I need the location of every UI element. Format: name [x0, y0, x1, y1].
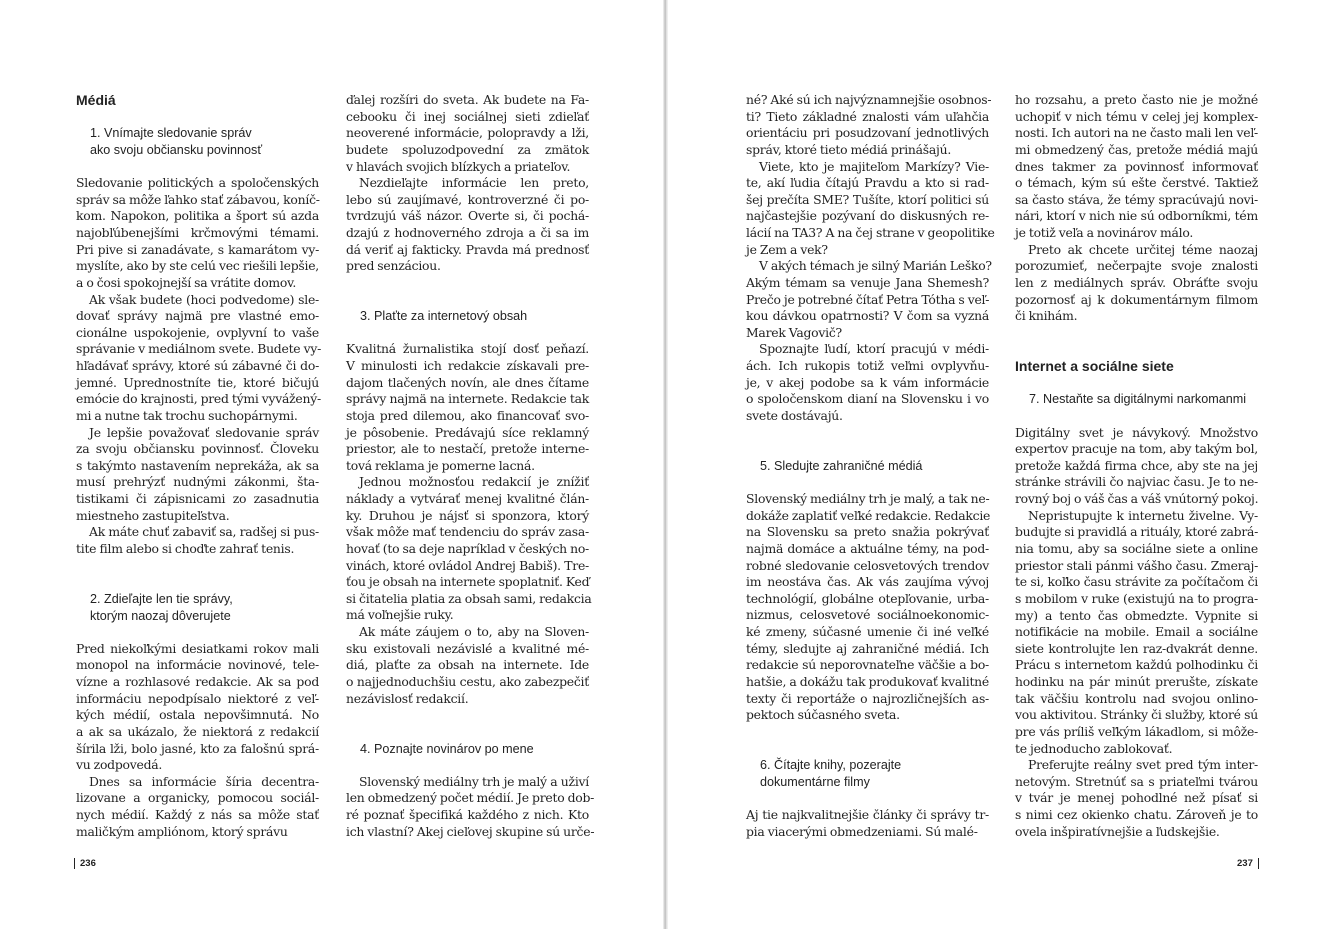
body-paragraph: [76, 524, 319, 557]
text-line: Ak máte záujem o to, aby na Sloven-: [359, 624, 589, 640]
text-line: nári, ktorí v nich nie sú odborníkmi, tém: [1015, 208, 1258, 224]
body-paragraph: [1015, 92, 1258, 242]
text-line: na Slovensku sa preto snažia pokrývať: [746, 524, 989, 540]
text-line: hodinku na pár minút prerušte, získate: [1015, 674, 1258, 689]
text-line: ách. Ich rukopis totiž veľmi ovplyvňu-: [746, 358, 989, 374]
text-line: ké zmeny, súčasné umenie či iné veľké: [746, 624, 989, 640]
text-line: monopol na informácie novinové, tele-: [76, 657, 319, 673]
text-line: Prácu s internetom každú polhodinku či: [1015, 657, 1258, 673]
text-line: Nepristupujte k internetu živelne. Vy-: [1028, 507, 1258, 523]
text-line: a ak sa ukázalo, že niektorá z redakcií: [76, 723, 319, 739]
text-line: ich vlastní? Akej cieľovej skupine sú urče-: [346, 823, 595, 839]
text-line: Nezdieľajte informácie len preto,: [359, 175, 589, 191]
text-line: jemné. Uprednostníte tie, ktoré bičujú: [76, 374, 319, 390]
text-line: Dnes sa informácie šíria decentra-: [89, 773, 319, 789]
body-paragraph: [746, 258, 992, 341]
text-line: mi obmedzený čas, pretože médiá majú: [1015, 141, 1258, 157]
page-number-right: 237: [1237, 858, 1259, 869]
text-line: za svoju občiansku povinnosť. Človeku: [76, 441, 319, 457]
text-line: správ, ktoré tieto médiá prinášajú.: [746, 141, 952, 157]
text-line: nosti. Ich autori na ne často mali len veľ-: [1015, 125, 1258, 141]
body-paragraph: [746, 807, 989, 840]
text-line: najmä domáce a aktuálne témy, na pod-: [746, 540, 989, 556]
body-paragraph: [346, 341, 589, 474]
text-line: lebo sú zaujímavé, kontroverzné či po-: [346, 191, 589, 207]
text-line: diá, plaťte za obsah na internete. Ide: [346, 657, 589, 673]
text-line: porozumieť, nečerpajte svoje znalosti: [1015, 258, 1258, 274]
section-heading: [76, 92, 319, 109]
text-line: myslíte, ako by ste celú vec riešili lepšie,: [76, 258, 319, 274]
text-line: 5. Sledujte zahraničné médiá: [760, 458, 923, 473]
tip-heading: [746, 458, 989, 475]
body-paragraph: [346, 624, 589, 707]
text-line: 1. Vnímajte sledovanie správ: [90, 126, 252, 141]
text-line: Internet a sociálne siete: [1015, 358, 1174, 375]
body-paragraph: [346, 773, 595, 841]
text-line: dajom tlačených novín, ale dnes čítame: [346, 374, 589, 390]
body-paragraph: [1015, 242, 1258, 325]
text-line: V akých témach je silný Marián Leško?: [759, 258, 992, 274]
tip-heading: [746, 757, 989, 790]
text-line: dnes takmer za povinnosť informovať: [1015, 158, 1258, 174]
page-number-left: 236: [74, 858, 96, 869]
text-line: pre vás príliš veľkým lákadlom, si môže-: [1015, 723, 1258, 739]
text-line: Preferujte reálny svet pred tým inter-: [1028, 757, 1258, 773]
text-line: cebooku či inej sociálnej sieti zdieľať: [346, 108, 589, 124]
text-line: a o čosi spokojnejší sa vrátite domov.: [76, 274, 297, 290]
text-line: stránke strávili čo najviac času. Je to ne-: [1015, 474, 1258, 490]
text-line: te jednoducho zablokovať.: [1015, 740, 1173, 756]
text-line: pektoch súčasného sveta.: [746, 707, 900, 723]
text-line: je totiž veľa a novinárov málo.: [1015, 225, 1194, 240]
text-line: ky. Druhou je nájsť si sponzora, ktorý: [346, 507, 589, 523]
body-paragraph: [76, 425, 319, 525]
text-line: expertov pracuje na tom, aby takým bol,: [1015, 441, 1258, 457]
text-line: má voľnejšie ruky.: [346, 607, 454, 623]
text-line: kých médií, ostala nepovšimnutá. No: [76, 707, 319, 723]
text-line: neoverené informácie, polopravdy a lži,: [346, 125, 589, 141]
text-line: lácií na TA3? A na čej strane v geopolitike: [746, 225, 995, 241]
body-paragraph: [76, 641, 319, 774]
text-line: správanie v mediálnom svete. Budete vy-: [76, 341, 322, 357]
text-line: te, akí ľudia čítajú Pravdu a kto si rad-: [746, 175, 989, 191]
text-line: o najjednoduchšiu cestu, ako zabezpečiť: [346, 674, 589, 690]
text-line: ťou je obsah na internete spoplatniť. Keď: [346, 574, 590, 590]
text-line: tak väčšiu kontrolu nad svojou onlino-: [1015, 690, 1258, 706]
text-line: lizovane a organicky, pomocou sociál-: [76, 790, 319, 806]
text-line: ré poznať špecifiká každého z nich. Kto: [346, 807, 589, 823]
text-line: 6. Čítajte knihy, pozerajte: [760, 758, 902, 773]
text-line: s takýmto nastavením neprekáža, ak sa: [76, 457, 319, 473]
text-line: technológií, globálne otepľovanie, urba-: [746, 590, 989, 606]
text-line: je, v akej podobe sa k vám informácie: [746, 374, 989, 390]
text-line: 4. Poznajte novinárov po mene: [360, 741, 534, 756]
text-line: Kvalitná žurnalistika stojí dosť peňazí.: [346, 341, 589, 357]
text-line: kou dávkou opatrnosti? V čom sa vyzná: [746, 308, 989, 324]
text-line: sku existovali nezávislé a kvalitné mé-: [346, 640, 589, 656]
text-line: ako svoju občiansku povinnosť: [90, 142, 263, 157]
text-line: sa často stáva, že témy spracúvajú novi-: [1015, 191, 1258, 207]
text-line: budete spoluzodpovední za zmätok: [346, 141, 589, 157]
text-line: témy, sledujte aj zahraničné médiá. Ich: [746, 640, 989, 656]
text-line: o spoločenskom dianí na Slovensku i vo: [746, 391, 989, 407]
text-line: tistikami či zápisnicami zo zasadnutia: [76, 491, 319, 507]
text-line: v hlavách svojich blízkych a priateľov.: [346, 158, 571, 174]
text-line: uchopiť v nich tému v celej jej komplex-: [1015, 108, 1258, 124]
text-line: najčastejšie pozývaní do diskusných re-: [746, 208, 989, 224]
body-paragraph: [746, 341, 989, 424]
body-paragraph: [1015, 508, 1258, 757]
body-paragraph: [1015, 757, 1258, 840]
text-line: budujte si pravidlá a rituály, ktoré zabrá-: [1015, 524, 1259, 540]
text-line: len z mediálnych správ. Obráťte svoju: [1015, 274, 1258, 290]
tip-heading: [76, 125, 319, 158]
body-paragraph: [76, 175, 319, 291]
text-line: Digitálny svet je návykový. Množstvo: [1015, 424, 1258, 440]
text-line: ktorým naozaj dôverujete: [90, 608, 231, 623]
text-line: robné sledovanie celosvetových trendov: [746, 557, 989, 573]
text-line: informáciu nepodpísalo niektoré z veľ-: [76, 690, 319, 706]
text-line: najobľúbenejšími krčmovými témami.: [76, 225, 319, 241]
text-line: dzajú z hodnoverného zdroja a či sa im: [346, 225, 589, 241]
text-line: Médiá: [76, 92, 116, 108]
text-line: však môže mať tendenciu do správ zasa-: [346, 524, 589, 540]
tip-heading: [346, 741, 589, 758]
body-paragraph: [76, 291, 322, 425]
text-line: Marek Vagovič?: [746, 324, 842, 340]
text-line: len obmedzený počet médií. Je preto dob-: [346, 790, 595, 806]
left-page-column-1: [76, 0, 322, 880]
text-line: te si, koľko času strávite za počítačom či: [1015, 574, 1258, 590]
section-heading: [1015, 358, 1258, 375]
right-page-column-2: [1015, 0, 1258, 880]
text-line: hovať (to sa deje napríklad v českých no-: [346, 540, 589, 556]
text-line: o témach, kým sú ešte čerstvé. Taktiež: [1015, 175, 1258, 191]
text-line: miestneho zastupiteľstva.: [76, 507, 230, 523]
body-paragraph: [1015, 425, 1258, 508]
text-line: je Zem a vek?: [746, 241, 828, 257]
text-line: maličkým ampliónom, ktorý správu: [76, 823, 288, 839]
text-line: dokáže zaplatiť veľké redakcie. Redakcie: [746, 507, 991, 523]
text-line: v tvár je menej pohodlné než písať si: [1015, 790, 1258, 806]
text-line: s nimi cez okienko chatu. Zároveň je to: [1015, 807, 1258, 823]
body-paragraph: [346, 92, 589, 175]
text-line: či knihám.: [1015, 308, 1078, 324]
text-line: ovela inšpiratívnejšie a ľudskejšie.: [1015, 823, 1220, 839]
tip-heading: [1015, 391, 1258, 408]
text-line: tová reklama je pomerne lacná.: [346, 457, 535, 473]
text-line: 7. Nestaňte sa digitálnymi narkomanmi: [1029, 392, 1246, 407]
text-line: Sledovanie politických a spoločenských: [76, 175, 319, 191]
text-line: vinách, ktoré ovládol Andrej Babiš). Tre-: [346, 557, 589, 573]
text-line: siete kontrolujte len raz-dvakrát denne.: [1015, 640, 1258, 656]
text-line: dokumentárne filmy: [760, 774, 870, 789]
text-line: né? Aké sú ich najvýznamnejšie osobnos-: [746, 92, 992, 107]
text-line: kom. Napokon, politika a šport sú azda: [76, 208, 319, 224]
text-line: stoja pred dilemou, ako financovať svo-: [346, 407, 589, 423]
text-line: náklady a vytvárať menej kvalitné člán-: [346, 491, 589, 507]
tip-heading: [76, 591, 319, 624]
text-line: emócie do krajnosti, pred tými vyvážený-: [76, 391, 321, 407]
text-line: nia tomu, aby sa sociálne siete a online: [1015, 541, 1258, 556]
text-line: Preto ak chcete určitej téme naozaj: [1028, 241, 1258, 257]
text-line: správy najmä na internete. Redakcie tak: [346, 391, 589, 407]
text-line: pred senzáciou.: [346, 258, 441, 274]
left-page-column-2: [346, 0, 595, 880]
text-line: hatšie, a dokážu tak produkovať kvalitné: [746, 673, 989, 689]
text-line: pretože každá firma chce, aby ste na jej: [1015, 457, 1258, 473]
body-paragraph: [746, 92, 992, 159]
body-paragraph: [346, 474, 592, 624]
text-line: Viete, kto je majiteľom Markízy? Vie-: [759, 158, 989, 174]
text-line: si čitatelia platia za obsah sami, redakcia: [346, 590, 592, 606]
tip-heading: [346, 308, 589, 325]
text-line: správ sa môže ľahko stať zábavou, koníč-: [76, 191, 320, 207]
book-spine-fold: [663, 0, 668, 929]
text-line: notifikácie na mobile. Email a sociálne: [1015, 624, 1258, 640]
text-line: musí prehrýzť nudnými zákonmi, šta-: [76, 474, 319, 490]
text-line: hľadávať správy, ktoré sú zábavné či do-: [76, 358, 319, 374]
text-line: ďalej rozšíri do sveta. Ak budete na Fa-: [346, 92, 589, 107]
text-line: Pred niekoľkými desiatkami rokov mali: [76, 640, 319, 656]
text-line: vou aktivitou. Stránky či služby, ktoré sú: [1015, 707, 1258, 723]
body-paragraph: [746, 158, 995, 259]
text-line: im neostáva čas. Ak vás zaujíma vývoj: [746, 574, 989, 590]
text-line: vu zodpovedá.: [76, 757, 163, 773]
text-line: 3. Plaťte za internetový obsah: [360, 309, 528, 324]
text-line: Pri pive si zanadávate, s kamarátom vy-: [76, 241, 319, 257]
text-line: Slovenský mediálny trh je malý, a tak ne-: [746, 491, 990, 507]
text-line: nezávislosť redakcií.: [346, 690, 469, 706]
text-line: tite film alebo si choďte zahrať tenis.: [76, 541, 295, 556]
text-line: mi a nutne tak trochu suchopárnymi.: [76, 407, 298, 423]
text-line: Je lepšie považovať sledovanie správ: [89, 424, 319, 440]
text-line: V minulosti ich redakcie získavali pre-: [346, 358, 589, 374]
text-line: netovým. Stretnúť sa s priateľmi tvárou: [1015, 773, 1258, 789]
text-line: dá veriť aj fakticky. Pravda má prednosť: [346, 241, 589, 257]
text-line: Ak však budete (hoci podvedome) sle-: [89, 291, 319, 307]
text-line: nych médií. Každý z nás sa môže stať: [76, 807, 319, 823]
text-line: ho rozsahu, a preto často nie je možné: [1015, 92, 1258, 107]
text-line: cionálne uspokojenie, ovplyvní to vaše: [76, 324, 319, 340]
text-line: Jednou možnosťou redakcií je znížiť: [359, 474, 589, 490]
text-line: rovný boj o váš čas a váš vnútorný pokoj.: [1015, 491, 1259, 507]
text-line: šej prečíta SME? Tušíte, ktorí politici sú: [746, 191, 989, 207]
text-line: vízne a rozhlasové redakcie. Ak sa pod: [76, 674, 319, 690]
body-paragraph: [76, 774, 319, 841]
text-line: šírila lži, bolo jasné, kto za falošnú sprá-: [76, 740, 319, 756]
text-line: Slovenský mediálny trh je malý a uživí: [359, 773, 589, 789]
text-line: s mobilom v ruke (existujú na to progra-: [1015, 590, 1258, 606]
text-line: Ak máte chuť zabaviť sa, radšej si pus-: [89, 524, 319, 540]
text-line: Akým témam sa venuje Jana Shemesh?: [746, 274, 989, 290]
text-line: pozornosť aj k dokumentárnym filmom: [1015, 291, 1258, 307]
text-line: ti? Tieto základné znalosti vám uľahčia: [746, 108, 989, 124]
text-line: Spoznajte ľudí, ktorí pracujú v médi-: [759, 341, 989, 357]
body-paragraph: [746, 491, 989, 724]
text-line: priestor, ale to nestačí, pretože interne-: [346, 441, 589, 457]
text-line: nizmus, celosvetové sociálnoekonomic-: [746, 607, 989, 623]
text-line: 2. Zdieľajte len tie správy,: [90, 591, 233, 606]
text-line: Aj tie najkvalitnejšie články či správy tr-: [746, 807, 989, 823]
text-line: tvrdzujú váš názor. Overte si, či pochá-: [346, 208, 589, 224]
text-line: priestor stali pánmi vášho času. Zmeraj-: [1015, 557, 1258, 573]
text-line: Prečo je potrebné čítať Petra Tótha s veľ-: [746, 291, 990, 307]
text-line: je pôsobenie. Predávajú síce reklamný: [346, 424, 589, 440]
text-line: orientáciu pri posudzovaní jednotlivých: [746, 125, 989, 141]
body-paragraph: [346, 175, 589, 275]
text-line: dovať správy najmä pre vlastné emo-: [76, 308, 319, 324]
text-line: texty či reportáže o najrozličnejších as-: [746, 690, 989, 706]
text-line: svete dostávajú.: [746, 407, 843, 423]
text-line: redakcie sú neporovnateľne väčšie a bo-: [746, 657, 989, 673]
text-line: my) a tento čas obmedzte. Vypnite si: [1015, 607, 1258, 623]
right-page-column-1: [746, 0, 995, 880]
text-line: pia viacerými obmedzeniami. Sú malé-: [746, 823, 978, 839]
